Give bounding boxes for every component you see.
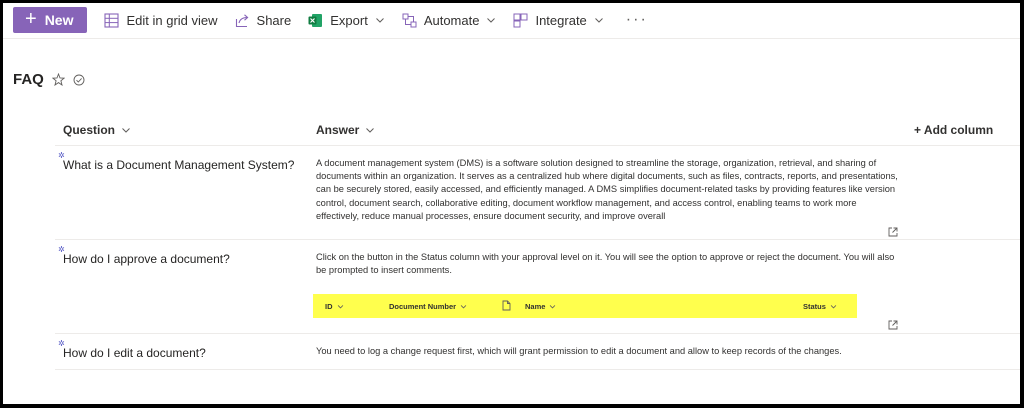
table-row-answer: A document management system (DMS) is a software solution designed to streamline the storage, organization, retrieval, and sharing of documents within an organization. It serves as a centralized hub where digital documents, such as files, contracts, reports, and presentations, can be securely stored, easily accessed, and efficiently managed. A DMS simplifies document-related tasks by providing features like version control, document search, collaborative editing, document workflow management, and access control, enabling teams to work more effectively, reduce manual processes, ensure document security, and improve overall bbox=[316, 158, 898, 221]
edit-grid-view-button[interactable] bbox=[104, 7, 217, 33]
embedded-header-document-number bbox=[389, 302, 467, 311]
new-button[interactable] bbox=[13, 7, 87, 33]
column-header-answer-label: Answer bbox=[316, 123, 360, 137]
more-options-icon[interactable]: ··· bbox=[625, 11, 648, 28]
embedded-column-header-strip bbox=[313, 294, 857, 318]
export-button[interactable] bbox=[308, 7, 385, 33]
open-in-new-icon[interactable] bbox=[888, 320, 898, 330]
chevron-down-icon bbox=[375, 15, 385, 25]
integrate-label: Integrate bbox=[535, 12, 587, 28]
chevron-down-icon bbox=[486, 15, 496, 25]
question-text: How do I approve a document? bbox=[63, 252, 230, 266]
embedded-header-document-number-label: Document Number bbox=[389, 302, 457, 311]
automate-label: Automate bbox=[423, 12, 480, 28]
integrate-button[interactable] bbox=[513, 7, 603, 33]
star-icon[interactable] bbox=[52, 73, 65, 86]
add-column-label: + Add column bbox=[914, 123, 994, 137]
open-in-new-icon[interactable] bbox=[888, 227, 898, 237]
table-row-question[interactable] bbox=[58, 339, 206, 360]
excel-icon bbox=[308, 13, 323, 28]
automate-button[interactable] bbox=[402, 7, 497, 33]
new-item-sparkle-icon: ✲ bbox=[58, 245, 65, 254]
chevron-down-icon bbox=[549, 303, 556, 310]
edit-grid-view-label: Edit in grid view bbox=[126, 12, 218, 28]
embedded-header-status bbox=[803, 302, 837, 311]
table-row-answer: Click on the button in the Status column with your approval level on it. You will see the option to approve or reject the document. You will also be prompted to insert comments. bbox=[316, 252, 895, 276]
chevron-down-icon bbox=[594, 15, 604, 25]
command-bar bbox=[3, 3, 1020, 37]
chevron-down-icon bbox=[121, 125, 131, 135]
new-item-sparkle-icon: ✲ bbox=[58, 151, 65, 160]
question-text: How do I edit a document? bbox=[63, 346, 206, 360]
export-label: Export bbox=[330, 12, 368, 28]
page-title: FAQ bbox=[13, 71, 44, 88]
toolbar-divider bbox=[3, 38, 1020, 39]
column-header-answer[interactable] bbox=[316, 119, 375, 141]
embedded-header-id-label: ID bbox=[325, 302, 333, 311]
chevron-down-icon bbox=[830, 303, 837, 310]
share-icon bbox=[235, 13, 250, 28]
row-divider bbox=[55, 333, 1020, 334]
row-divider bbox=[55, 239, 1020, 240]
column-header-question-label: Question bbox=[63, 123, 116, 137]
chevron-down-icon bbox=[460, 303, 467, 310]
sharepoint-list-page bbox=[3, 3, 1020, 404]
embedded-header-name bbox=[525, 302, 556, 311]
plus-icon: + bbox=[25, 8, 37, 30]
grid-icon bbox=[104, 13, 119, 28]
automate-icon bbox=[402, 13, 417, 28]
check-circle-icon[interactable] bbox=[73, 74, 85, 86]
embedded-header-id bbox=[325, 302, 344, 311]
column-header-question[interactable] bbox=[63, 119, 131, 141]
header-divider bbox=[55, 145, 1020, 146]
share-button[interactable] bbox=[235, 7, 292, 33]
table-row-question[interactable] bbox=[58, 151, 295, 172]
table-row-answer: You need to log a change request first, which will grant permission to edit a document and allow to keep records of the changes. bbox=[316, 346, 842, 356]
new-item-sparkle-icon: ✲ bbox=[58, 339, 65, 348]
embedded-header-status-label: Status bbox=[803, 302, 826, 311]
embedded-header-name-label: Name bbox=[525, 302, 546, 311]
table-row-question[interactable] bbox=[58, 245, 230, 266]
new-button-label: New bbox=[44, 12, 74, 28]
row-divider bbox=[55, 369, 1020, 370]
chevron-down-icon bbox=[365, 125, 375, 135]
integrate-icon bbox=[513, 13, 528, 28]
share-label: Share bbox=[256, 12, 292, 28]
question-text: What is a Document Management System? bbox=[63, 158, 295, 172]
list-title-bar bbox=[13, 71, 85, 88]
document-icon bbox=[502, 300, 511, 311]
add-column-button[interactable] bbox=[914, 119, 993, 141]
chevron-down-icon bbox=[337, 303, 344, 310]
